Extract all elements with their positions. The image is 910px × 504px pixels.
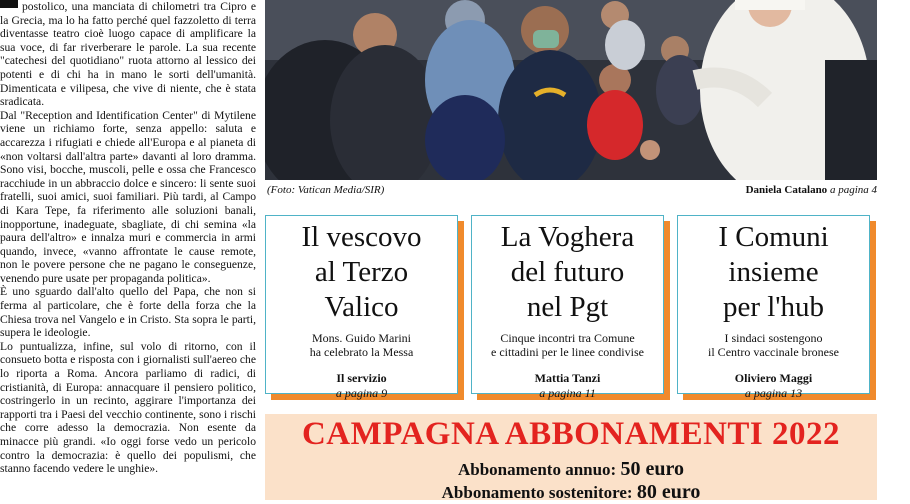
article-paragraph: È uno sguardo dall'alto quello del Papa, che non si ferma al particolare, che è forte della forza che la Chiesa trova nel Vangelo e in Cristo. Sta sopra le parti, supera le ideologie. xyxy=(0,285,256,340)
photo-caption xyxy=(267,184,877,200)
photo-credit: (Foto: Vatican Media/SIR) xyxy=(267,184,385,196)
promo-line-supporter: Abbonamento sostenitore: 80 euro xyxy=(441,481,701,503)
teaser-page: a pagina 9 xyxy=(335,386,388,400)
article-paragraph: postolico, una manciata di chilometri tra Cipro e la Grecia, ma lo ha fatto perché quel fazzoletto di terra diventasse teatro cioè luogo capace di amplificare la sua voce, di far riverberare le parole. La sua recente "catechesi del quotidiano" ruota attorno al lessico dei potenti e di chi ha in mano le sorti dell'umanità. Dimenticata e vilipesa, che vive di niente, che è stata sradicata. xyxy=(0,0,256,109)
teaser-author: Mattia Tanzi xyxy=(534,371,601,385)
teaser-author: Il servizio xyxy=(336,371,387,385)
teaser-summary: Mons. Guido Marini ha celebrato la Messa xyxy=(309,331,414,359)
teaser-summary: Cinque incontri tra Comune e cittadini per le linee condivise xyxy=(491,331,644,359)
teaser-page: a pagina 13 xyxy=(744,386,803,400)
subscription-banner[interactable] xyxy=(265,414,877,503)
photo-byline xyxy=(746,184,877,196)
photo-illustration xyxy=(265,0,877,180)
byline-author: Daniela Catalano xyxy=(745,184,828,196)
teaser-box-vescovo[interactable] xyxy=(265,215,458,400)
dropcap-letter xyxy=(0,0,18,8)
teaser-summary: I sindaci sostengono il Centro vaccinale bronese xyxy=(708,331,839,359)
news-photo xyxy=(265,0,877,180)
teaser-author: Oliviero Maggi xyxy=(734,371,813,385)
promo-line-annual: Abbonamento annuo: 50 euro xyxy=(457,458,684,480)
teaser-box-comuni[interactable] xyxy=(677,215,870,400)
byline-page: a pagina 4 xyxy=(829,184,877,196)
promo-title: CAMPAGNA ABBONAMENTI 2022 xyxy=(301,416,841,452)
teaser-headline: La Voghera del futuro nel Pgt xyxy=(500,221,635,323)
article-paragraph: Lo puntualizza, infine, sul volo di ritorno, con il consueto botta e risposta con i giornalisti sull'aereo che lo riporta a Roma. Ancora parliamo di radici, di cristianità, di Europa: annacquare il pensiero politico, costringerlo in un recinto, aggirare l'importanza dei rapporti tra i Paesi del vecchio continente, sono i rischi che corre adesso la democrazia. Non esente da minacce più grandi. «Io oggi forse vedo un pericolo contro la democrazia: è quello dei populismi, che stanno facendo vedere le unghie». xyxy=(0,339,256,476)
teaser-headline: I Comuni insieme per l'hub xyxy=(718,221,829,323)
article-column xyxy=(0,0,256,500)
teaser-box-voghera[interactable] xyxy=(471,215,664,400)
teaser-headline: Il vescovo al Terzo Valico xyxy=(301,221,422,323)
teaser-page: a pagina 11 xyxy=(539,386,596,400)
article-paragraph: Dal "Reception and Identification Center" di Mytilene viene un richiamo forte, senza appello: saluta e accarezza i rifugiati e chiede all'Europa e al pianeta di «non voltarsi dall'altra parte» davanti al loro dramma. Sono visi, bocche, muscoli, pelle e ossa che Francesco racchiude in un abbraccio dolce e sincero: li sente suoi fratelli, suoi amici, suoi familiari. Più tardi, al Campo di Kara Tepe, fa riferimento alle soluzioni banali, inopportune, inadeguate, sbagliate, di chi semina «la paura dell'altro» e innalza muri e commercia in armi quando, invece, «vanno affrontate le cause remote, non le povere persone che ne pagano le conseguenze, venendo pure usate per propaganda politica». xyxy=(0,108,256,285)
